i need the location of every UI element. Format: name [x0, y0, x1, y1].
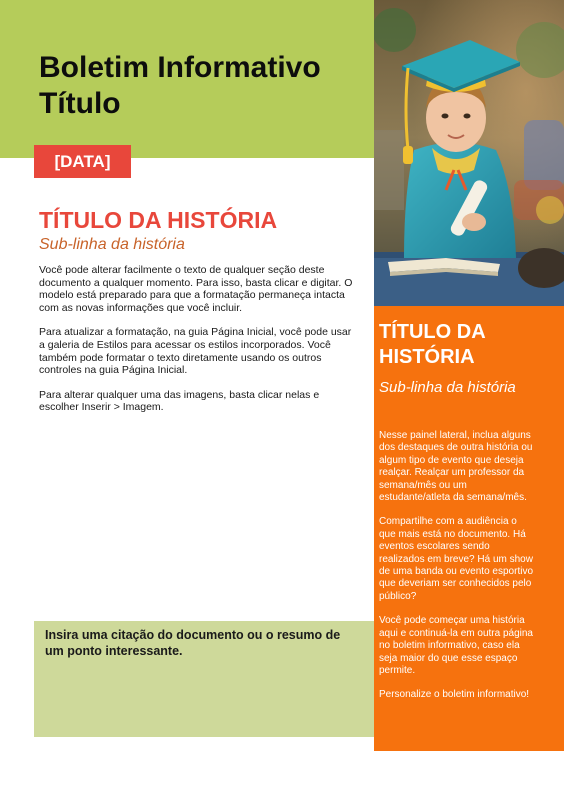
sidebar-paragraph[interactable]: Compartilhe com a audiência o que mais está no documento. Há eventos escolares sendo realizados em breve? Há um show de uma banda ou evento esportivo que deveriam ser conhecidos pelo público? [379, 516, 533, 602]
newsletter-title[interactable]: Boletim Informativo Título [39, 51, 321, 120]
sidebar-panel [374, 306, 564, 751]
sidebar-paragraph[interactable]: Você pode começar uma história aqui e continuá-la em outra página no boletim informativo, caso ela seja maior do que esse espaço permite. [379, 615, 533, 676]
story-body[interactable] [39, 264, 359, 426]
pull-quote-box[interactable] [34, 621, 374, 737]
story-paragraph[interactable]: Para alterar qualquer uma das imagens, basta clicar nelas e escolher Inserir > Imagem. [39, 388, 320, 414]
story-title[interactable]: TÍTULO DA HISTÓRIA [39, 207, 278, 233]
story-paragraph[interactable]: Você pode alterar facilmente o texto de qualquer seção deste documento a qualquer momento. Para isso, basta clicar e digitar. O modelo está preparado para que a formatação permaneça intacta com as novas informações que você incluir. [39, 264, 353, 314]
story-subtitle[interactable]: Sub-linha da história [39, 236, 185, 253]
date-badge[interactable]: [DATA] [34, 145, 131, 178]
sidebar-paragraph[interactable]: Personalize o boletim informativo! [379, 689, 530, 701]
story-paragraph[interactable]: Para atualizar a formatação, na guia Página Inicial, você pode usar a galeria de Estilos para acessar os estilos incorporados. Você também pode formatar o texto diretamente usando os outros controles na guia Página Inicial. [39, 326, 352, 377]
photo-illustration [374, 0, 564, 306]
pull-quote-text[interactable]: Insira uma citação do documento ou o resumo de um ponto interessante. [45, 628, 341, 658]
sidebar-body[interactable] [379, 430, 534, 714]
sidebar-subtitle[interactable]: Sub-linha da história [379, 379, 516, 396]
sidebar-title[interactable]: TÍTULO DA HISTÓRIA [379, 321, 485, 368]
sidebar-paragraph[interactable]: Nesse painel lateral, inclua alguns dos destaques de outra história ou algum tipo de evento que deseja realçar. Realçar um professor da semana/mês ou um estudante/atleta da semana/mês. [379, 430, 533, 504]
graduate-child-photo[interactable] [374, 0, 564, 306]
